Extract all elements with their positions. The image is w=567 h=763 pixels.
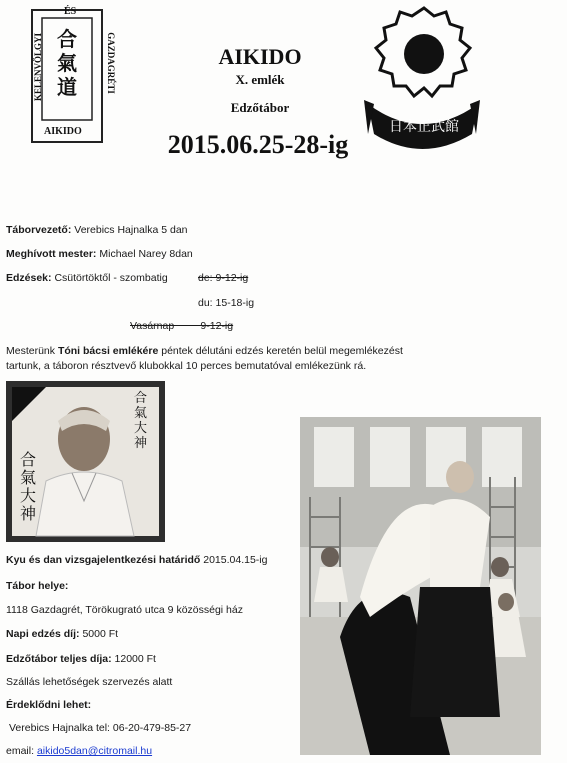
master-line [6, 248, 193, 260]
contact-phone: Verebics Hajnalka tel: 06-20-479-85-27 [9, 722, 192, 734]
memorial-pre: Mesterünk [6, 345, 58, 357]
master-value: Michael Narey 8dan [99, 248, 193, 260]
sessions-days: Csütörtöktől - szombatig [54, 272, 168, 284]
page-title: AIKIDO [218, 44, 302, 69]
master-label: Meghívott mester: [6, 248, 97, 260]
email-label: email: [6, 745, 35, 757]
daily-fee-line [6, 628, 118, 640]
accommodation-note: Szállás lehetőségek szervezés alatt [6, 676, 173, 688]
logo-ring-left: KELENVÖLGYI [33, 32, 44, 102]
leader-value: Verebics Hajnalka 5 dan [74, 224, 188, 236]
contact-label: Érdeklődni lehet: [6, 699, 92, 711]
portrait-kanji-left: 合氣大神 [20, 450, 37, 523]
venue-label-text: Tábor helye: [6, 580, 69, 592]
exam-deadline-line [6, 554, 267, 566]
daily-fee-value: 5000 Ft [82, 628, 119, 640]
portrait-kanji-right: 合氣大神 [134, 391, 148, 451]
sessions-line [6, 272, 168, 284]
daily-fee-label: Napi edzés díj: [6, 628, 80, 640]
logo-bottom-text: AIKIDO [44, 126, 82, 137]
contact-label-line [6, 699, 91, 711]
logo-right-kanji: 日本正武館 [389, 119, 459, 135]
exam-label: Kyu és dan vizsgajelentkezési határidő [6, 554, 201, 566]
exam-date: 2015.04.15-ig [203, 554, 268, 566]
memorial-portrait-photo [6, 381, 165, 542]
sessions-label: Edzések: [6, 272, 52, 284]
subtitle-memorial: X. emlék [235, 72, 285, 87]
full-fee-line [6, 653, 156, 665]
full-fee-value: 12000 Ft [114, 653, 156, 665]
sessions-afternoon: du: 15-18-ig [198, 297, 255, 309]
memorial-line1 [6, 345, 403, 357]
leader-line [6, 224, 188, 236]
memorial-line2: tartunk, a táboron résztvevő klubokkal 10 perces bemutatóval emlékezünk rá. [6, 360, 367, 372]
memorial-name: Tóni bácsi emlékére [57, 345, 159, 357]
sunday-sessions: Vasárnap 9-12-ig [130, 320, 234, 332]
logo-ring-top: ÉS [64, 6, 77, 17]
memorial-post: péntek délutáni edzés keretén belül megemlékezést [158, 345, 403, 357]
event-dates: 2015.06.25-28-ig [167, 130, 349, 159]
leader-label: Táborvezető: [6, 224, 72, 236]
logo-kanji: 合氣道 [57, 29, 77, 99]
full-fee-label: Edzőtábor teljes díja: [6, 653, 112, 665]
email-line [6, 745, 152, 757]
email-link[interactable]: aikido5dan@citromail.hu [36, 745, 153, 757]
logo-ring-right: GAZDAGRÉTI [105, 32, 116, 94]
dojo-logo-left [22, 2, 116, 152]
aikido-training-photo [300, 417, 541, 755]
sessions-morning: de: 9-12-ig [198, 272, 249, 284]
subtitle-camp: Edzőtábor [230, 100, 290, 115]
venue-address: 1118 Gazdagrét, Törökugrató utca 9 közösségi ház [6, 604, 243, 616]
venue-label [6, 580, 68, 592]
dojo-logo-right [362, 4, 482, 154]
